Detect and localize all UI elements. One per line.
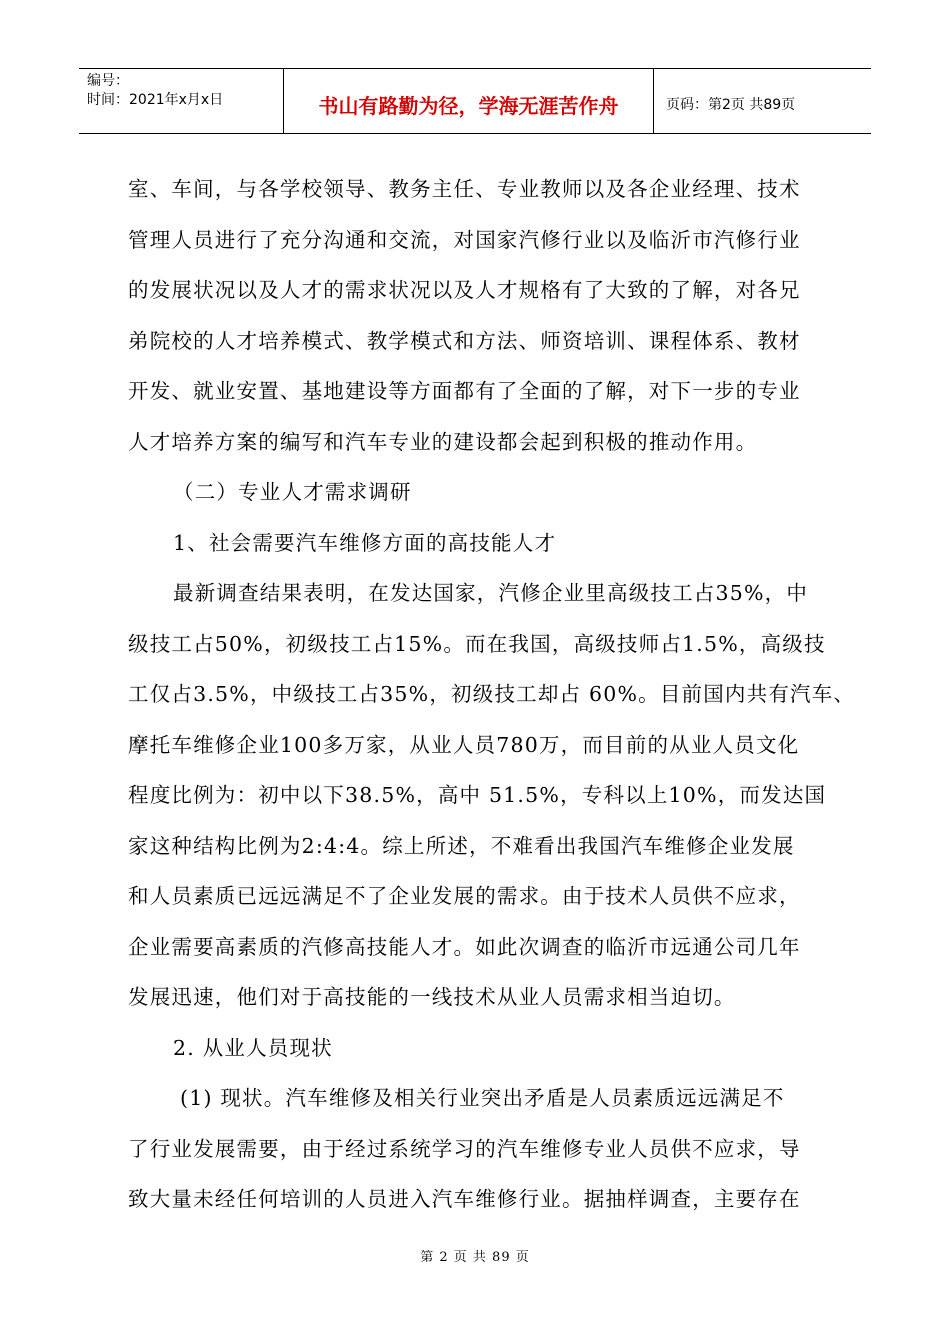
body-line: 摩托车维修企业100多万家，从业人员780万，而目前的从业人员文化 bbox=[128, 732, 800, 757]
body-line: 人才培养方案的编写和汽车专业的建设都会起到积极的推动作用。 bbox=[128, 429, 758, 454]
body-line: 发展迅速，他们对于高技能的一线技术从业人员需求相当迫切。 bbox=[128, 985, 736, 1009]
header-motto: 书山有路勤为径，学海无涯苦作舟 bbox=[284, 69, 654, 133]
body-line: 程度比例为：初中以下38.5%，高中 51.5%，专科以上10%，而发达国 bbox=[128, 783, 827, 807]
page-footer: 第 2 页 共 89 页 bbox=[420, 1250, 530, 1265]
body-line: 管理人员进行了充分沟通和交流，对国家汽修行业以及临沂市汽修行业 bbox=[128, 227, 801, 252]
header-page-info: 页码：第2页 共89页 bbox=[666, 97, 796, 113]
document-code: 编号： bbox=[87, 73, 129, 89]
body-line: 工仅占3.5%，中级技工占35%，初级技工却占 60%。目前国内共有汽车、 bbox=[128, 682, 856, 706]
body-line: 室、车间，与各学校领导、教务主任、专业教师以及各企业经理、技术 bbox=[128, 177, 801, 201]
document-date: 时间：2021年x月x日 bbox=[87, 92, 224, 108]
body-line: (1) 现状。汽车维修及相关行业突出矛盾是人员素质远远满足不 bbox=[180, 1086, 785, 1110]
section-heading: （二）专业人才需求调研 bbox=[173, 480, 412, 504]
body-line: 企业需要高素质的汽修高技能人才。如此次调查的临沂市远通公司几年 bbox=[128, 934, 801, 959]
body-line: 和人员素质已远远满足不了企业发展的需求。由于技术人员供不应求， bbox=[128, 884, 801, 908]
body-line: 弟院校的人才培养模式、教学模式和方法、师资培训、课程体系、教材 bbox=[128, 328, 801, 353]
body-line: 致大量未经任何培训的人员进入汽车维修行业。据抽样调查，主要存在 bbox=[128, 1187, 801, 1211]
page-header bbox=[79, 68, 871, 134]
body-line: 的发展状况以及人才的需求状况以及人才规格有了大致的了解，对各兄 bbox=[128, 278, 801, 302]
body-line: 家这种结构比例为2:4:4。综上所述，不难看出我国汽车维修企业发展 bbox=[128, 833, 795, 858]
document-body bbox=[128, 164, 856, 1225]
body-line: 开发、就业安置、基地建设等方面都有了全面的了解，对下一步的专业 bbox=[128, 379, 801, 403]
body-line: 级技工占50%，初级技工占15%。而在我国，高级技师占1.5%，高级技 bbox=[128, 631, 826, 656]
subsection-heading: 1、社会需要汽车维修方面的高技能人才 bbox=[173, 530, 557, 555]
body-line: 最新调查结果表明，在发达国家，汽修企业里高级技工占35%，中 bbox=[173, 581, 809, 605]
header-meta bbox=[79, 69, 284, 133]
subsection-heading: 2. 从业人员现状 bbox=[173, 1035, 333, 1060]
body-line: 了行业发展需要，由于经过系统学习的汽车维修专业人员供不应求，导 bbox=[128, 1136, 801, 1161]
